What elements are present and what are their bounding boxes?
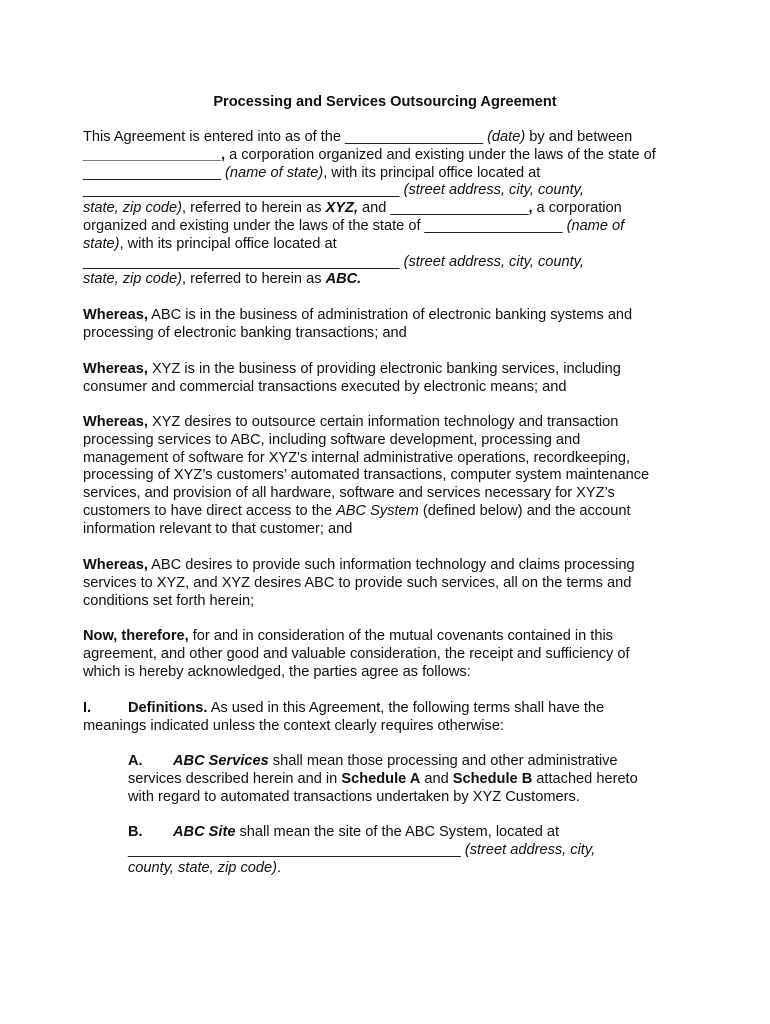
- section-heading: Definitions.: [128, 700, 208, 716]
- defined-term: ABC Site: [173, 824, 236, 840]
- section-definitions: I. Definitions. As used in this Agreement, the following terms shall have the meanings indicated unless the context clearly requires otherwise:: [83, 700, 605, 734]
- definition-letter: A.: [128, 753, 143, 769]
- now-therefore-paragraph: Now, therefore, for and in consideration of the mutual covenants contained in this agreement, and other good and valuable consideration, the receipt and sufficiency of which is hereby acknowledged, the parties agree as follows:: [83, 628, 630, 680]
- whereas-paragraph-1: Whereas, ABC is in the business of administration of electronic banking systems and processing of electronic banking transactions; and: [83, 307, 633, 341]
- definition-abc-services: A. ABC Services shall mean those processing and other administrative services described herein and in Schedule A and Schedule B attached hereto with regard to automated transactions undertaken by XYZ Customers.: [128, 753, 638, 805]
- intro-paragraph: This Agreement is entered into as of the _________________ (date) by and between _________________, a corporation organized and existing under the laws of the state of _________________ (name of state), with its principal office located at _______________________________________ (street address, city, county, state, zip code), referred to herein as XYZ, and _________________, a corporation organized and existing under the laws of the state of _________________ (name of state), with its principal office located at _______________________________________ (street address, city, county, state, zip code), referred to herein as ABC.: [83, 129, 656, 288]
- defined-term: ABC Services: [173, 753, 269, 769]
- whereas-paragraph-2: Whereas, XYZ is in the business of providing electronic banking services, including consumer and commercial transactions executed by electronic means; and: [83, 361, 621, 395]
- document-title: Processing and Services Outsourcing Agreement: [213, 94, 557, 110]
- definition-abc-site: B. ABC Site shall mean the site of the ABC System, located at _________________________________________ (street address, city, county, state, zip code).: [128, 824, 596, 876]
- section-number: I.: [83, 700, 92, 716]
- definition-letter: B.: [128, 824, 143, 840]
- whereas-paragraph-4: Whereas, ABC desires to provide such information technology and claims processing services to XYZ, and XYZ desires ABC to provide such services, all on the terms and conditions set forth herein;: [83, 557, 635, 609]
- whereas-paragraph-3: Whereas, XYZ desires to outsource certain information technology and transaction processing services to ABC, including software development, processing and management of software for XYZ's internal administrative operations, recordkeeping, processing of XYZ’s customers’ automated transactions, computer system maintenance services, and provision of all hardware, software and services necessary for XYZ’s customers to have direct access to the ABC System (defined below) and the account information relevant to that customer; and: [83, 414, 650, 537]
